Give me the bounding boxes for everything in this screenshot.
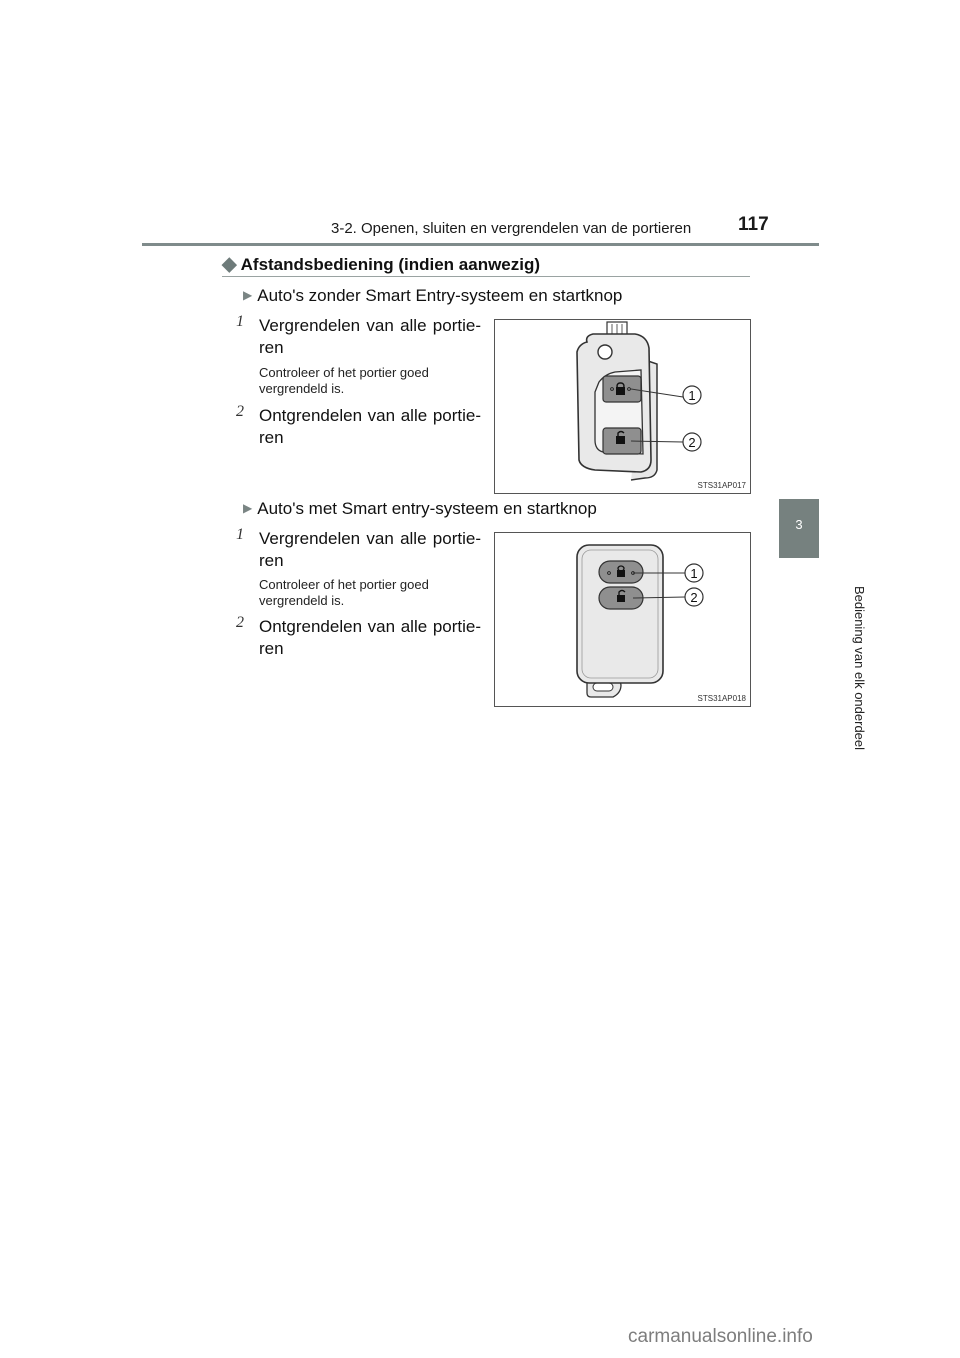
item-number: 2 bbox=[236, 403, 244, 420]
item-text: Vergrendelen van alle portie-ren bbox=[259, 316, 481, 357]
page-number: 117 bbox=[738, 214, 769, 235]
section-rule bbox=[222, 276, 750, 277]
smart-key-illustration bbox=[495, 533, 750, 706]
item-text: Ontgrendelen van alle portie-ren bbox=[259, 617, 481, 658]
triangle-bullet-icon: ▶ bbox=[243, 288, 253, 302]
section-heading-text: Afstandsbediening (indien aanwezig) bbox=[240, 255, 541, 274]
item-number: 2 bbox=[236, 614, 244, 631]
figure-code: STS31AP017 bbox=[697, 481, 746, 490]
callout-2-label: 2 bbox=[690, 590, 698, 605]
flip-key-illustration bbox=[495, 320, 750, 493]
subsection-heading bbox=[243, 286, 622, 306]
item-text: Vergrendelen van alle portie-ren bbox=[259, 529, 481, 570]
diamond-bullet-icon: ◆ bbox=[222, 254, 237, 275]
chapter-number: 3 bbox=[795, 517, 803, 532]
subsection-heading-text: Auto's met Smart entry-systeem en startknop bbox=[257, 499, 597, 518]
chapter-label: Bediening van elk onderdeel bbox=[852, 585, 867, 751]
figure-code: STS31AP018 bbox=[697, 694, 746, 703]
header-rule bbox=[142, 243, 819, 246]
item-number: 1 bbox=[236, 526, 244, 543]
callout-1-label: 1 bbox=[688, 388, 696, 403]
item-note: Controleer of het portier goed vergrendeld is. bbox=[259, 365, 429, 396]
item-note: Controleer of het portier goed vergrendeld is. bbox=[259, 577, 429, 608]
header-title: 3-2. Openen, sluiten en vergrendelen van de portieren bbox=[331, 220, 692, 237]
figure-smart-key bbox=[494, 532, 751, 707]
item-number: 1 bbox=[236, 313, 244, 330]
subsection-heading-text: Auto's zonder Smart Entry-systeem en startknop bbox=[257, 286, 623, 305]
chapter-tab[interactable] bbox=[779, 499, 819, 558]
footer-watermark[interactable]: carmanualsonline.info bbox=[628, 1326, 813, 1347]
callout-2-label: 2 bbox=[688, 435, 696, 450]
figure-flip-key bbox=[494, 319, 751, 494]
item-text: Ontgrendelen van alle portie-ren bbox=[259, 406, 481, 447]
section-heading bbox=[222, 253, 540, 276]
subsection-heading bbox=[243, 499, 597, 519]
callout-1-label: 1 bbox=[690, 566, 698, 581]
triangle-bullet-icon: ▶ bbox=[243, 501, 253, 515]
